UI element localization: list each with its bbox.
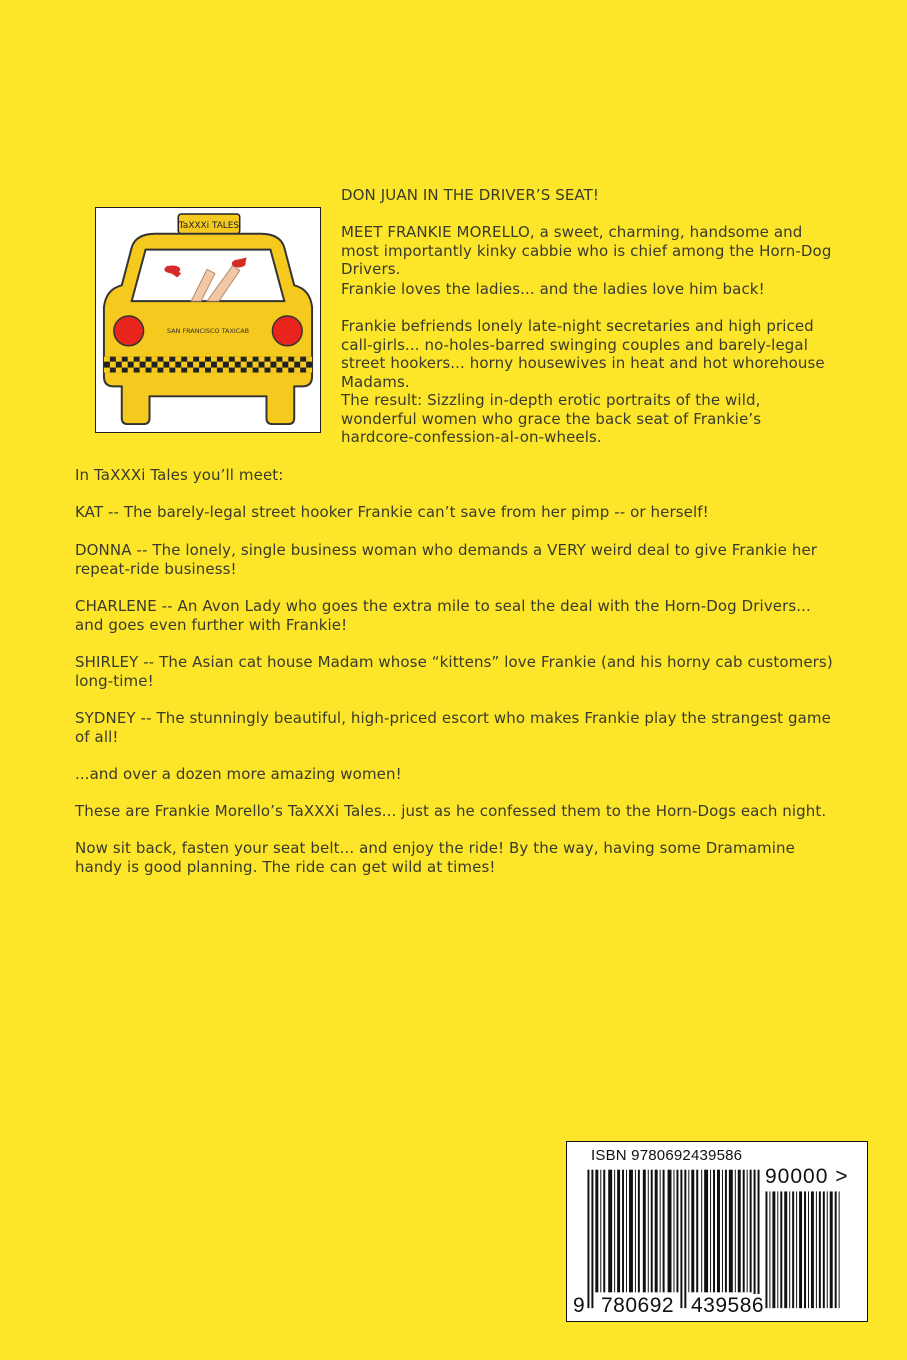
paragraph-ladies: Frankie loves the ladies... and the ladies love him back! [341, 280, 765, 298]
character-donna: DONNA -- The lonely, single business woman who demands a VERY weird deal to give Frankie her repeat-ride business! [75, 541, 818, 578]
headline: DON JUAN IN THE DRIVER’S SEAT! [341, 186, 599, 204]
paragraph-more-women: ...and over a dozen more amazing women! [75, 765, 402, 783]
character-sydney: SYDNEY -- The stunningly beautiful, high-priced escort who makes Frankie play the strangest game of all! [75, 709, 831, 746]
character-charlene: CHARLENE -- An Avon Lady who goes the extra mile to seal the deal with the Horn-Dog Drivers... and goes even further with Frankie! [75, 597, 811, 634]
sign-text: TaXXXi TALES [178, 220, 240, 231]
paragraph-meet-intro: In TaXXXi Tales you’ll meet: [75, 466, 284, 484]
paragraph-closing: Now sit back, fasten your seat belt... and enjoy the ride! By the way, having some Dramamine handy is good planning. The ride can get wild at times! [75, 839, 795, 876]
taxi-logo-image [95, 207, 321, 433]
paragraph-befriends: Frankie befriends lonely late-night secretaries and high priced call-girls... no-holes-barred swinging couples and barely-legal street hookers... horny housewives in heat and hot whorehouse Madams. [341, 317, 825, 391]
character-kat: KAT -- The barely-legal street hooker Frankie can’t save from her pimp -- or herself! [75, 503, 709, 521]
barcode-digits-left: 780692 [601, 1294, 675, 1317]
barcode-digits-right: 439586 [691, 1294, 765, 1317]
door-text: SAN FRANCISCO TAXICAB [166, 326, 250, 335]
paragraph-result: The result: Sizzling in-depth erotic portraits of the wild, wonderful women who grace the back seat of Frankie’s hardcore-confession-al-on-wheels. [341, 391, 762, 446]
paragraph-intro-frankie: MEET FRANKIE MORELLO, a sweet, charming, handsome and most importantly kinky cabbie who is chief among the Horn-Dog Drivers. [341, 223, 832, 278]
paragraph-confessed: These are Frankie Morello’s TaXXXi Tales... just as he confessed them to the Horn-Dogs each night. [75, 802, 827, 820]
barcode-digit-lead: 9 [573, 1294, 586, 1317]
checker-band [104, 357, 312, 373]
price-code: 90000 > [765, 1165, 849, 1188]
isbn-barcode [566, 1141, 868, 1322]
character-shirley: SHIRLEY -- The Asian cat house Madam whose “kittens” love Frankie (and his horny cab customers) long-time! [75, 653, 833, 690]
isbn-label: ISBN 9780692439586 [591, 1147, 743, 1164]
